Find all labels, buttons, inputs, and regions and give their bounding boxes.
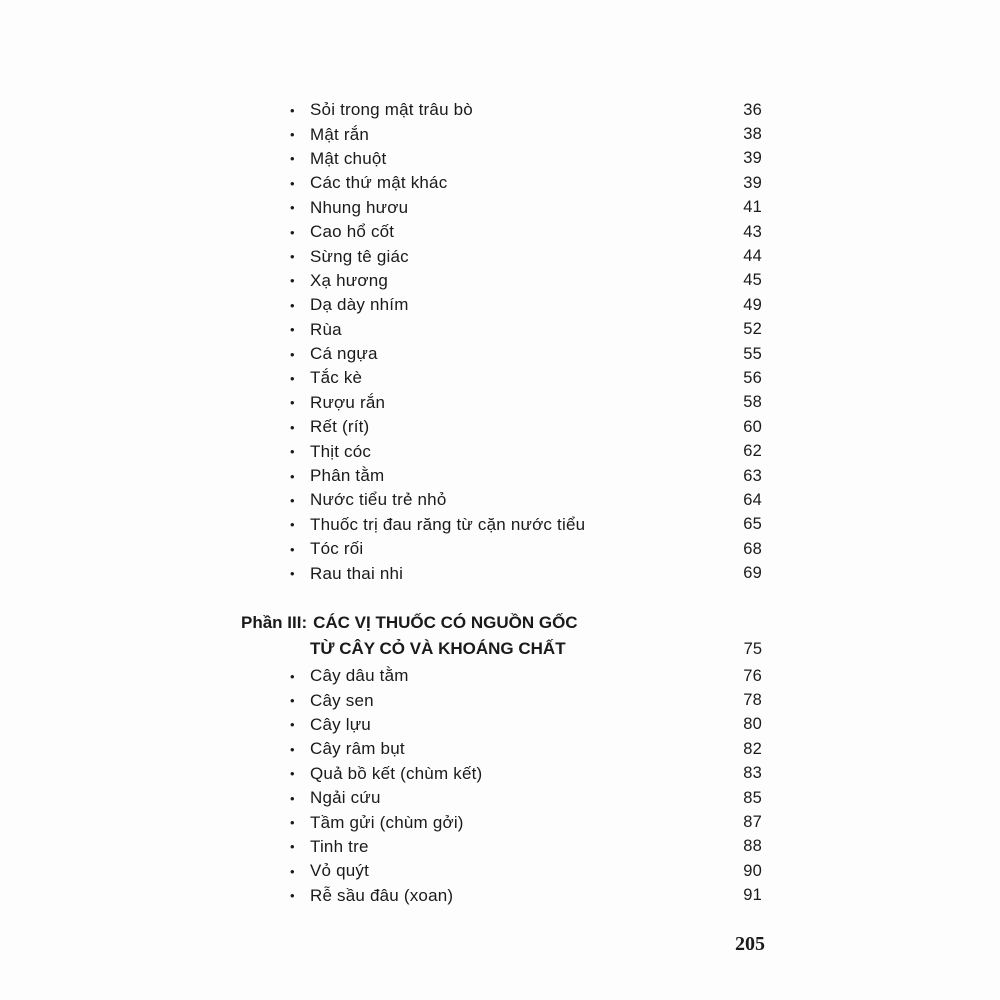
toc-entry-label: Sỏi trong mật trâu bò [310, 100, 473, 120]
bullet-icon: • [290, 127, 295, 143]
toc-entry-label: Cao hổ cốt [310, 222, 395, 242]
bullet-icon: • [290, 839, 295, 855]
toc-entry-page: 41 [743, 198, 762, 217]
toc-entry-label: Cá ngựa [310, 344, 378, 364]
toc-entry-label: Tắc kè [310, 368, 363, 388]
toc-entry-label: Rùa [310, 319, 342, 339]
toc-entry-page: 83 [743, 764, 762, 783]
toc-entry [290, 859, 762, 883]
bullet-icon: • [290, 541, 295, 557]
toc-entry-page: 88 [743, 837, 762, 856]
toc-entry-label: Cây dâu tằm [310, 666, 409, 686]
toc-entry [290, 196, 762, 220]
toc-entry-page: 82 [743, 739, 762, 758]
toc-entry-label: Xạ hương [310, 270, 389, 290]
toc-entry-label: Cây râm bụt [310, 739, 405, 759]
page-number: 205 [735, 933, 765, 955]
toc-entry-page: 68 [743, 539, 762, 558]
toc-entry-label: Mật rắn [310, 124, 370, 144]
section-heading-line2 [241, 636, 762, 662]
toc-list-part2-animals [290, 98, 762, 586]
toc-entry-page: 78 [743, 691, 762, 710]
toc-entry [290, 171, 762, 195]
toc-entry [290, 366, 762, 390]
bullet-icon: • [290, 370, 295, 386]
toc-entry [290, 220, 762, 244]
toc-entry [290, 488, 762, 512]
bullet-icon: • [290, 815, 295, 831]
toc-entry-page: 39 [743, 149, 762, 168]
bullet-icon: • [290, 566, 295, 582]
toc-entry [290, 98, 762, 122]
toc-entry-page: 39 [743, 173, 762, 192]
toc-entry-page: 85 [743, 788, 762, 807]
toc-entry [290, 244, 762, 268]
bullet-icon: • [290, 741, 295, 757]
toc-entry-page: 36 [743, 100, 762, 119]
bullet-icon: • [290, 297, 295, 313]
section-heading-part3 [241, 610, 762, 662]
bullet-icon: • [290, 151, 295, 167]
toc-entry-label: Rễ sầu đâu (xoan) [310, 885, 454, 905]
toc-entry-label: Cây sen [310, 690, 374, 710]
toc-entry-label: Rượu rắn [310, 392, 386, 412]
toc-entry-page: 56 [743, 368, 762, 387]
toc-entry-label: Mật chuột [310, 148, 387, 168]
toc-entry-label: Rau thai nhi [310, 563, 404, 583]
toc-entry [290, 537, 762, 561]
bullet-icon: • [290, 766, 295, 782]
toc-entry-page: 91 [743, 886, 762, 905]
toc-entry-label: Rết (rít) [310, 417, 370, 437]
toc-entry [290, 122, 762, 146]
bullet-icon: • [290, 717, 295, 733]
toc-entry [290, 664, 762, 688]
toc-entry-label: Tinh tre [310, 836, 369, 856]
toc-entry-page: 87 [743, 813, 762, 832]
toc-entry [290, 464, 762, 488]
bullet-icon: • [290, 492, 295, 508]
toc-entry-label: Nước tiểu trẻ nhỏ [310, 490, 447, 510]
toc-entry-page: 60 [743, 417, 762, 436]
toc-entry-label: Sừng tê giác [310, 246, 409, 266]
toc-entry-page: 58 [743, 393, 762, 412]
bullet-icon: • [290, 175, 295, 191]
toc-entry [290, 561, 762, 585]
toc-entry-page: 52 [743, 320, 762, 339]
toc-list-part3-plants [290, 664, 762, 908]
toc-entry-page: 44 [743, 247, 762, 266]
toc-entry [290, 342, 762, 366]
toc-entry [290, 810, 762, 834]
toc-entry-label: Tầm gửi (chùm gởi) [310, 812, 464, 832]
bullet-icon: • [290, 200, 295, 216]
toc-entry-label: Phân tằm [310, 466, 385, 486]
toc-entry-page: 90 [743, 861, 762, 880]
bullet-icon: • [290, 693, 295, 709]
toc-entry [290, 415, 762, 439]
toc-entry [290, 737, 762, 761]
toc-entry-page: 49 [743, 295, 762, 314]
bullet-icon: • [290, 790, 295, 806]
toc-entry [290, 713, 762, 737]
toc-entry-page: 38 [743, 125, 762, 144]
bullet-icon: • [290, 468, 295, 484]
bullet-icon: • [290, 888, 295, 904]
toc-entry-page: 64 [743, 490, 762, 509]
toc-entry-page: 45 [743, 271, 762, 290]
toc-entry-label: Vỏ quýt [310, 861, 370, 881]
toc-entry [290, 762, 762, 786]
toc-entry [290, 884, 762, 908]
bullet-icon: • [290, 395, 295, 411]
toc-entry [290, 269, 762, 293]
bullet-icon: • [290, 273, 295, 289]
toc-entry-page: 63 [743, 466, 762, 485]
toc-entry-page: 69 [743, 564, 762, 583]
toc-entry-page: 65 [743, 515, 762, 534]
section-title-line1: CÁC VỊ THUỐC CÓ NGUỒN GỐC [313, 613, 578, 632]
toc-entry [290, 688, 762, 712]
toc-entry-label: Tóc rối [310, 539, 364, 559]
bullet-icon: • [290, 249, 295, 265]
toc-entry-page: 62 [743, 442, 762, 461]
toc-entry-label: Quả bồ kết (chùm kết) [310, 763, 483, 783]
toc-entry-label: Nhung hươu [310, 197, 409, 217]
toc-entry [290, 835, 762, 859]
toc-entry-label: Các thứ mật khác [310, 173, 448, 193]
toc-entry [290, 513, 762, 537]
section-page: 75 [743, 639, 762, 658]
toc-entry [290, 439, 762, 463]
toc-entry-page: 76 [743, 666, 762, 685]
bullet-icon: • [290, 517, 295, 533]
section-prefix: Phần III: [241, 613, 308, 632]
bullet-icon: • [290, 444, 295, 460]
toc-entry [290, 147, 762, 171]
bullet-icon: • [290, 102, 295, 118]
section-title-line2: TỪ CÂY CỎ VÀ KHOÁNG CHẤT [310, 639, 566, 658]
bullet-icon: • [290, 346, 295, 362]
toc-entry-page: 55 [743, 344, 762, 363]
toc-entry [290, 293, 762, 317]
toc-entry-label: Ngải cứu [310, 788, 381, 808]
toc-entry-label: Thịt cóc [310, 441, 372, 461]
toc-entry-page: 43 [743, 222, 762, 241]
toc-entry-label: Dạ dày nhím [310, 295, 409, 315]
bullet-icon: • [290, 419, 295, 435]
toc-entry [290, 391, 762, 415]
bullet-icon: • [290, 224, 295, 240]
toc-entry-label: Thuốc trị đau răng từ cặn nước tiểu [310, 514, 586, 534]
toc-entry [290, 318, 762, 342]
bullet-icon: • [290, 322, 295, 338]
bullet-icon: • [290, 863, 295, 879]
bullet-icon: • [290, 668, 295, 684]
toc-entry [290, 786, 762, 810]
toc-entry-label: Cây lựu [310, 714, 371, 734]
toc-entry-page: 80 [743, 715, 762, 734]
section-heading-line1 [241, 610, 762, 636]
